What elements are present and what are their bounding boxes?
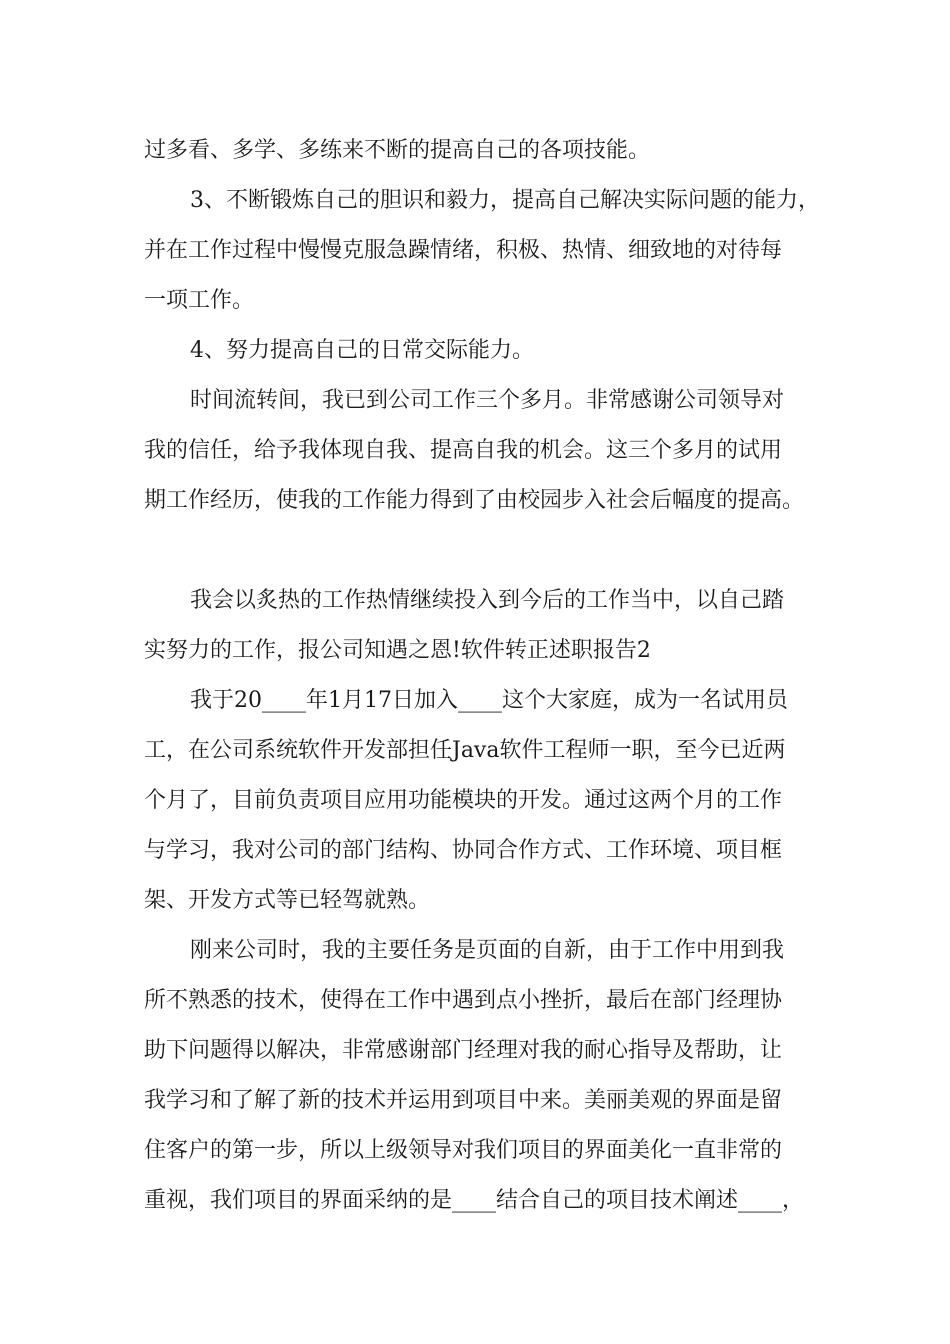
- text-line: 我于20____年1月17日加入____这个大家庭，成为一名试用员: [190, 688, 788, 713]
- text-line: 助下问题得以解决，非常感谢部门经理对我的耐心指导及帮助，让: [144, 1038, 783, 1063]
- text-line: 我会以炙热的工作热情继续投入到今后的工作当中，以自己踏: [190, 588, 785, 613]
- text-line: 过多看、多学、多练来不断的提高自己的各项技能。: [144, 138, 651, 163]
- text-line: 所不熟悉的技术，使得在工作中遇到点小挫折，最后在部门经理协: [144, 988, 783, 1013]
- text-line: 期工作经历，使我的工作能力得到了由校园步入社会后幅度的提高。: [144, 488, 805, 513]
- text-line: 我学习和了解了新的技术并运用到项目中来。美丽美观的界面是留: [144, 1088, 783, 1113]
- text-line: 工，在公司系统软件开发部担任Java软件工程师一职，至今已近两: [144, 738, 786, 763]
- text-line: 住客户的第一步，所以上级领导对我们项目的界面美化一直非常的: [144, 1138, 783, 1163]
- text-line: 3、不断锻炼自己的胆识和毅力，提高自己解决实际问题的能力，: [190, 188, 820, 213]
- text-line: 架、开发方式等已轻驾就熟。: [144, 888, 431, 913]
- text-line: 一项工作。: [144, 288, 255, 313]
- text-line: 我的信任，给予我体现自我、提高自我的机会。这三个多月的试用: [144, 438, 783, 463]
- text-line: 个月了，目前负责项目应用功能模块的开发。通过这两个月的工作: [144, 788, 783, 813]
- text-line: 并在工作过程中慢慢克服急躁情绪，积极、热情、细致地的对待每: [144, 238, 783, 263]
- text-line: 时间流转间，我已到公司工作三个多月。非常感谢公司领导对: [190, 388, 785, 413]
- text-line: 实努力的工作，报公司知遇之恩!软件转正述职报告2: [144, 638, 651, 663]
- text-line: 刚来公司时，我的主要任务是页面的自新，由于工作中用到我: [190, 938, 785, 963]
- text-line: 重视，我们项目的界面采纳的是____结合自己的项目技术阐述____，: [144, 1188, 805, 1213]
- text-line: 4、努力提高自己的日常交际能力。: [190, 338, 534, 363]
- text-line: 与学习，我对公司的部门结构、协同合作方式、工作环境、项目框: [144, 838, 783, 863]
